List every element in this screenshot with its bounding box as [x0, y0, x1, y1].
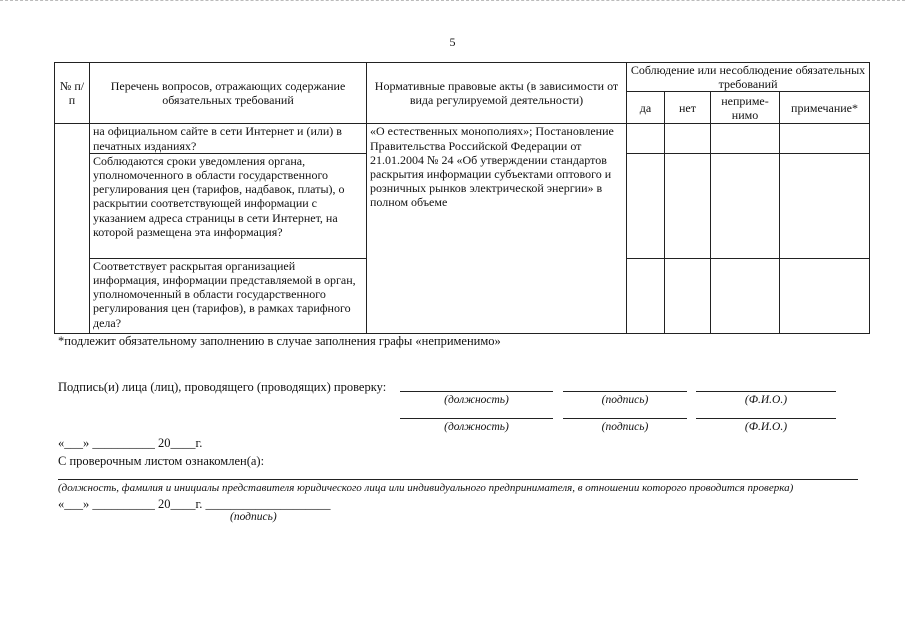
header-no: нет — [665, 92, 711, 124]
position-caption-2: (должность) — [444, 421, 509, 433]
sign-caption-2: (подпись) — [601, 421, 649, 433]
date-line-2[interactable]: «___» __________ 20____г. ____________________ — [58, 497, 331, 511]
position-line-1[interactable] — [400, 391, 553, 392]
sign-caption-bottom: (подпись) — [230, 511, 277, 523]
header-num: № п/п — [55, 63, 90, 124]
sign-line-1[interactable] — [563, 391, 687, 392]
fio-line-1[interactable] — [696, 391, 836, 392]
header-acts: Нормативные правовые акты (в зависимости от вида регулируемой деятельности) — [367, 63, 627, 124]
sign-line-2[interactable] — [563, 418, 687, 419]
footnote: *подлежит обязательному заполнению в случае заполнения графы «неприменимо» — [58, 334, 501, 348]
position-caption-1: (должность) — [444, 394, 509, 406]
na-cell-1[interactable] — [711, 124, 780, 153]
date-line[interactable]: «___» __________ 20____г. — [58, 436, 203, 450]
header-na: неприме-нимо — [711, 92, 780, 124]
note-cell-3[interactable] — [780, 258, 870, 333]
signature-label: Подпись(и) лица (лиц), проводящего (проводящих) проверку: — [58, 380, 387, 394]
page-number: 5 — [449, 35, 456, 49]
requirements-table — [54, 62, 870, 334]
no-cell-3[interactable] — [665, 258, 711, 333]
question-cell-1: на официальном сайте в сети Интернет и (или) в печатных изданиях? — [90, 124, 367, 153]
fio-line-2[interactable] — [696, 418, 836, 419]
yes-cell-3[interactable] — [627, 258, 665, 333]
representative-line[interactable] — [58, 479, 858, 480]
na-cell-2[interactable] — [711, 153, 780, 258]
fio-caption-2: (Ф.И.О.) — [744, 421, 788, 433]
yes-cell-2[interactable] — [627, 153, 665, 258]
scan-edge-line — [0, 0, 905, 2]
header-yes: да — [627, 92, 665, 124]
question-cell-2: Соблюдаются сроки уведомления органа, уполномоченного в области государственного регулирования цен (тарифов, надбавок, платы), о раскрытии соответствующей информации с указанием адреса страницы в сети Интернет, на которой размещена эта информация? — [90, 153, 367, 258]
note-cell-1[interactable] — [780, 124, 870, 153]
header-compliance: Соблюдение или несоблюдение обязательных требований — [627, 63, 870, 92]
num-cell — [55, 124, 90, 333]
no-cell-2[interactable] — [665, 153, 711, 258]
sign-caption-1: (подпись) — [601, 394, 649, 406]
position-line-2[interactable] — [400, 418, 553, 419]
representative-caption: (должность, фамилия и инициалы представителя юридического лица или индивидуального предпринимателя, в отношении которого проводится проверка) — [58, 482, 794, 494]
header-questions: Перечень вопросов, отражающих содержание обязательных требований — [90, 63, 367, 124]
acts-cell: «О естественных монополиях»; Постановление Правительства Российской Федерации от 21.01.2004 № 24 «Об утверждении стандартов раскрытия информации субъектами оптового и розничных рынков электрической энергии» в полном объеме — [367, 124, 627, 333]
header-note: примечание* — [780, 92, 870, 124]
yes-cell-1[interactable] — [627, 124, 665, 153]
no-cell-1[interactable] — [665, 124, 711, 153]
note-cell-2[interactable] — [780, 153, 870, 258]
na-cell-3[interactable] — [711, 258, 780, 333]
acquainted-label: С проверочным листом ознакомлен(а): — [58, 454, 265, 468]
question-cell-3: Соответствует раскрытая организацией информация, информации представляемой в орган, уполномоченный в области государственного регулирования цен (тарифов), в рамках тарифного дела? — [90, 258, 367, 333]
fio-caption-1: (Ф.И.О.) — [744, 394, 788, 406]
